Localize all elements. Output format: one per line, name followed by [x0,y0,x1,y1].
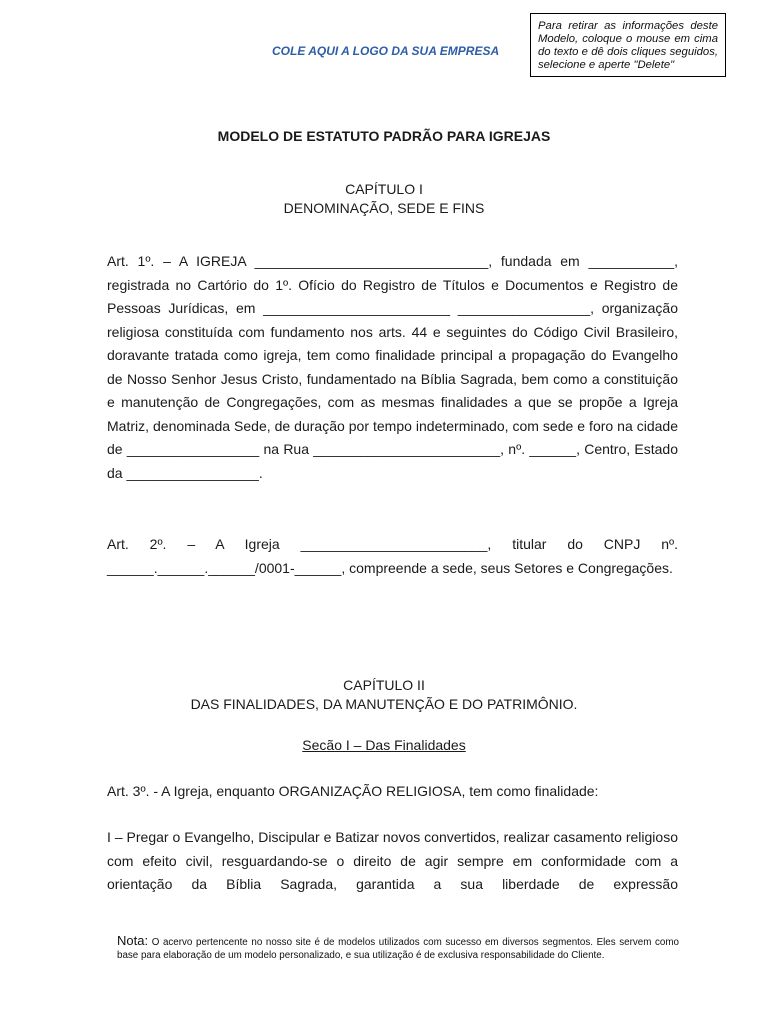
chapter-2-label: CAPÍTULO II [343,677,425,693]
article-2: Art. 2º. – A Igreja ________________________, titular do CNPJ nº. ______.______.______/0001-______, compreende a sede, seus Setores e Congregações. [107,536,678,576]
chapter-2-subtitle: DAS FINALIDADES, DA MANUTENÇÃO E DO PATRIMÔNIO. [190,696,578,712]
article-1: Art. 1º. – A IGREJA ______________________________, fundada em ___________, registrada no Cartório do 1º. Ofício do Registro de Títulos e Documentos e Registro de Pessoas Jurídicas, em ________________________ _________________, organização religiosa constituída com fundamento nos arts. 44 e seguintes do Código Civil Brasileiro, doravante tratada como igreja, tem como finalidade principal a propagação do Evangelho de Nosso Senhor Jesus Cristo, fundamentado na Bíblia Sagrada, bem como a constituição e manutenção de Congregações, com as mesmas finalidades a que se propõe a Igreja Matriz, denominada Sede, de duração por tempo indeterminado, com sede e foro na cidade de _________________ na Rua ________________________, nº. ______, Centro, Estado da _________________. [107,253,678,481]
chapter-1-label: CAPÍTULO I [345,181,423,197]
footer-note-text: O acervo pertencente no nosso site é de modelos utilizados com sucesso em diversos segmentos. Eles servem como base para elaboração de um modelo personalizado, e sua utilização é de exclusiva responsabilidade do Cliente. [117,937,679,961]
instructions-text: Para retirar as informações deste Modelo, coloque o mouse em cima do texto e dê dois cliques seguidos, selecione e aperte "Delete" [538,20,718,71]
instructions-box [530,13,726,77]
chapter-1-subtitle: DENOMINAÇÃO, SEDE E FINS [283,200,485,216]
document-title: MODELO DE ESTATUTO PADRÃO PARA IGREJAS [217,128,551,144]
footer-note [117,934,679,962]
item-1: I – Pregar o Evangelho, Discipular e Batizar novos convertidos, realizar casamento religioso com efeito civil, resguardando-se o direito de agir sempre em conformidade com a orientação da Bíblia Sagrada, garantida a sua liberdade de expressão [107,829,678,892]
logo-placeholder: COLE AQUI A LOGO DA SUA EMPRESA [272,44,500,58]
article-3: Art. 3º. - A Igreja, enquanto ORGANIZAÇÃO RELIGIOSA, tem como finalidade: [107,783,599,799]
footer-note-label: Nota: [117,933,149,948]
section-1-title: Secão I – Das Finalidades [302,737,466,753]
